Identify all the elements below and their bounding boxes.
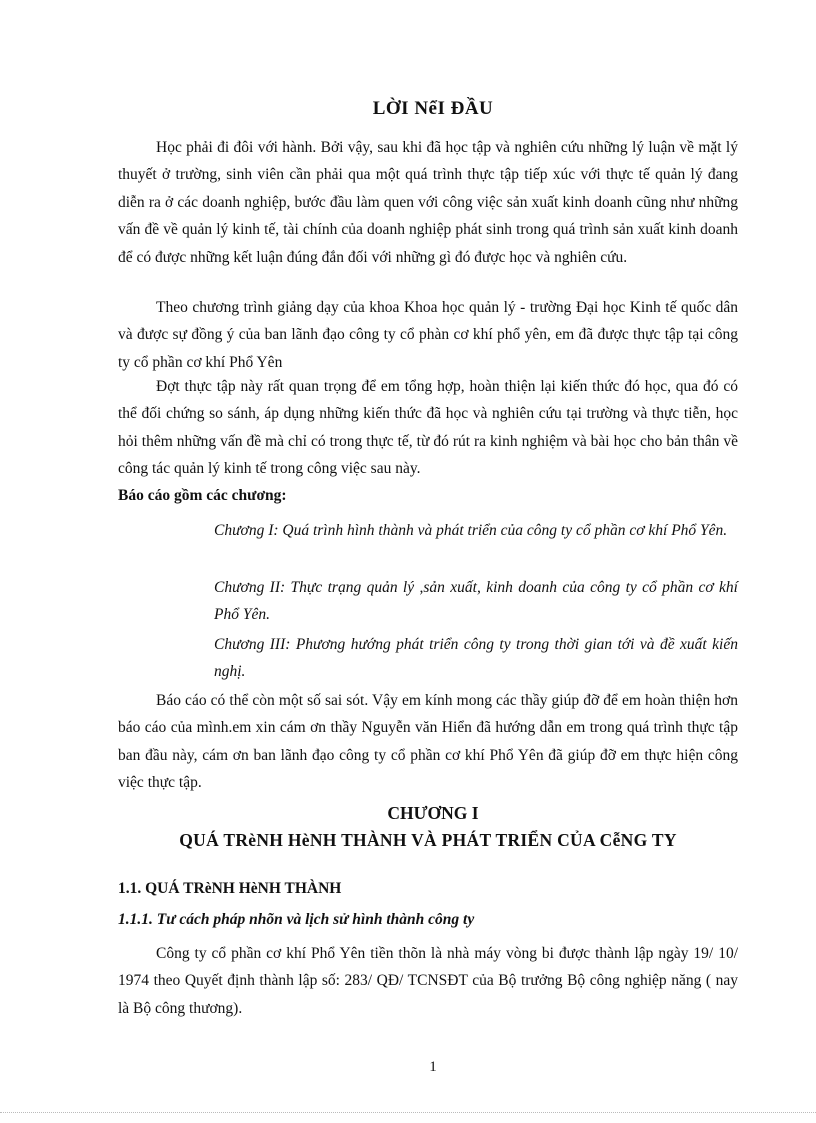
history-paragraph: Công ty cổ phần cơ khí Phổ Yên tiền thõn là nhà máy vòng bi được thành lập ngày 19/ 10/ 1974 theo Quyết định thành lập số: 283/ QĐ/ TCNSĐT của Bộ trưởng Bộ công nghiệp năng ( nay là Bộ công thương). <box>118 945 738 1017</box>
page-title: LỜI NểI ĐẦU <box>372 98 494 119</box>
intro-paragraph-4: Báo cáo có thể còn một số sai sót. Vậy em kính mong các thầy giúp đỡ để em hoàn thiện hơn báo cáo của mình.em xin cám ơn thầy Nguyễn văn Hiển đã hướng dẫn em trong quá trình thực tập ban đầu này, cám ơn ban lãnh đạo công ty cổ phần cơ khí Phổ Yên đã giúp đỡ em thực hiện công việc thực tập. <box>118 692 738 792</box>
subsection-heading: 1.1.1. Tư cách pháp nhõn và lịch sử hình thành công ty <box>118 911 475 928</box>
chapter-heading: CHƯƠNG I <box>387 803 479 823</box>
page-bottom-divider <box>0 1112 816 1113</box>
report-chapters-label: Báo cáo gồm các chương: <box>118 487 287 504</box>
intro-paragraph-2: Theo chương trình giảng dạy của khoa Khoa học quản lý - trường Đại học Kinh tế quốc dân và được sự đồng ý của ban lãnh đạo công ty cổ phàn cơ khí phổ yên, em đã được thực tập tại công ty cổ phần cơ khí Phổ Yên <box>118 299 738 371</box>
chapter-item-3: Chương III: Phương hướng phát triển công ty trong thời gian tới và đề xuất kiến nghị. <box>214 636 738 681</box>
chapter-item-1: Chương I: Quá trình hình thành và phát triển của công ty cổ phần cơ khí Phổ Yên. <box>214 522 728 539</box>
section-heading: 1.1. QUÁ TRèNH HèNH THÀNH <box>118 880 342 897</box>
page-number: 1 <box>429 1059 437 1075</box>
chapter-title: QUÁ TRèNH HèNH THÀNH VÀ PHÁT TRIỂN CỦA CễNG TY <box>179 830 677 850</box>
chapter-item-2: Chương II: Thực trạng quản lý ,sản xuất, kinh doanh của công ty cổ phần cơ khí Phổ Yên. <box>214 579 738 624</box>
intro-paragraph-3: Đợt thực tập này rất quan trọng để em tổng hợp, hoàn thiện lại kiến thức đó học, qua đó có thể đối chứng so sánh, áp dụng những kiến thức đã học và nghiên cứu tại trường và thực tiễn, học hỏi thêm những vấn đề mà chỉ có trong thực tế, từ đó rút ra kinh nghiệm và bài học cho bản thân về công tác quản lý kinh tế trong công việc sau này. <box>118 378 738 478</box>
intro-paragraph-1: Học phải đi đôi với hành. Bởi vậy, sau khi đã học tập và nghiên cứu những lý luận về mặt lý thuyết ở trường, sinh viên cần phải qua một quá trình thực tập tiếp xúc với thực tế quản lý đang diễn ra ở các doanh nghiệp, bước đầu làm quen với công việc sản xuất kinh doanh cũng như những vấn đề về quản lý kinh tế, tài chính của doanh nghiệp phát sinh trong quá trình sản xuất kinh doanh để có được những kết luận đúng đắn đối với những gì đó được học và nghiên cứu. <box>118 139 738 266</box>
